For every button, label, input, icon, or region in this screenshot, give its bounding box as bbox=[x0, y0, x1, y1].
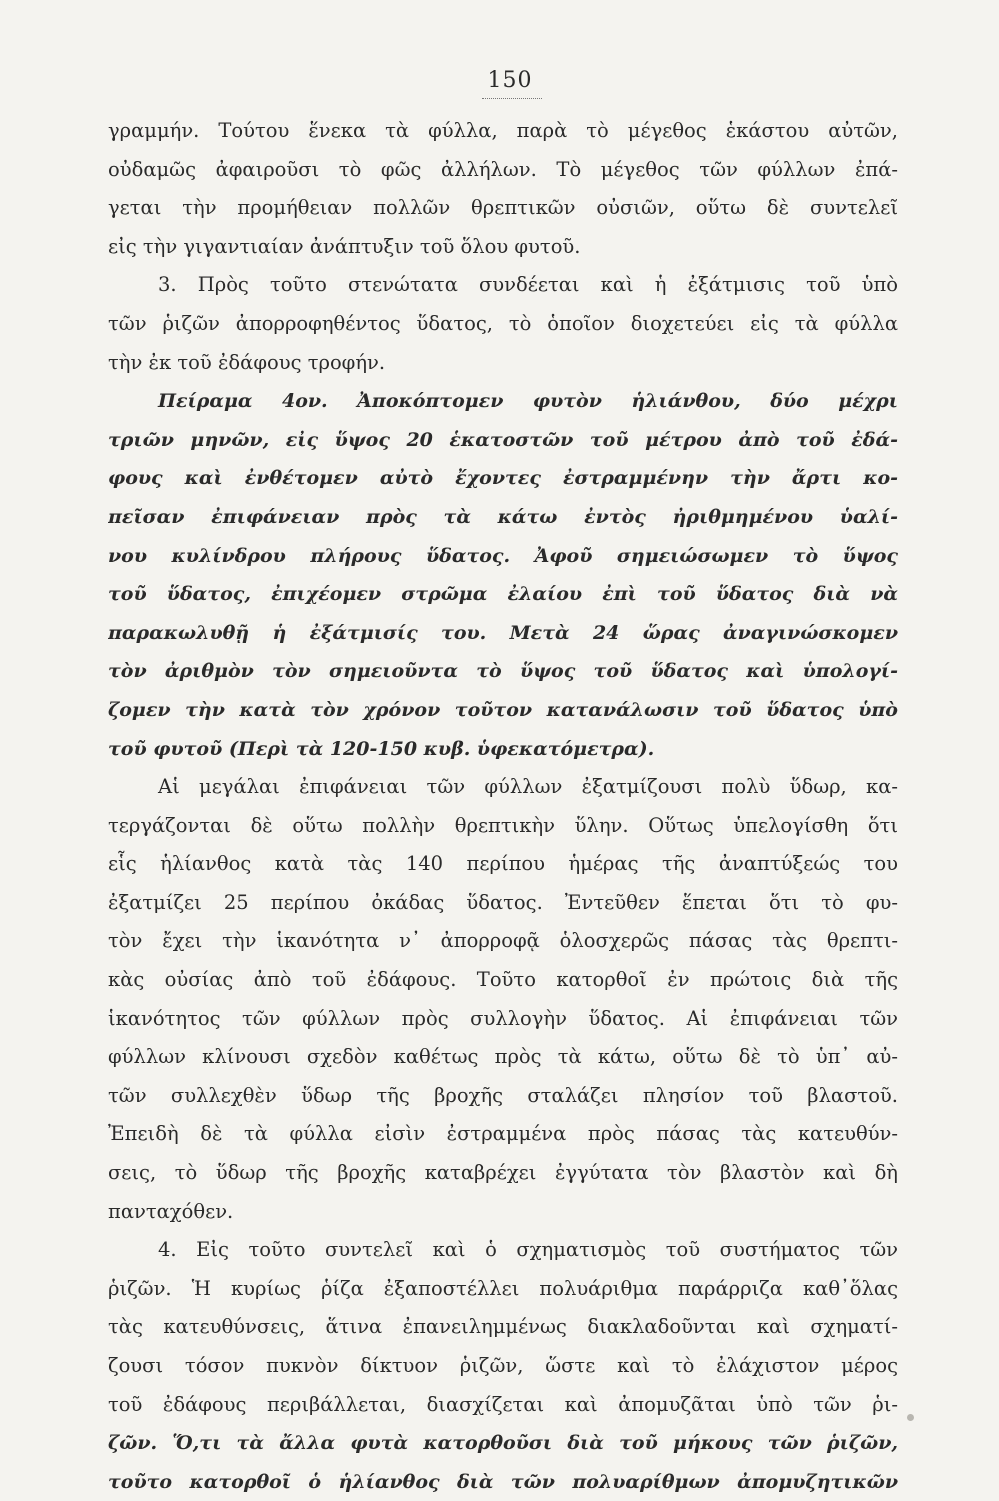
experiment-line: ζομεν τὴν κατὰ τὸν χρόνον τοῦτον κατανάλωσιν τοῦ ὕδατος ὑπὸ bbox=[108, 698, 898, 721]
experiment-line: τριῶν μηνῶν, εἰς ὕψος 20 ἑκατοστῶν τοῦ μέτρου ἀπὸ τοῦ ἐδά- bbox=[108, 428, 898, 451]
body-text bbox=[108, 112, 898, 1501]
text-line: ζουσι τόσον πυκνὸν δίκτυον ῥιζῶν, ὥστε καὶ τὸ ἐλάχιστον μέρος bbox=[108, 1354, 898, 1377]
text-line: οὐδαμῶς ἀφαιροῦσι τὸ φῶς ἀλλήλων. Τὸ μέγεθος τῶν φύλλων ἐπά- bbox=[108, 157, 898, 181]
experiment-line: τὸν ἀριθμὸν τὸν σημειοῦντα τὸ ὕψος τοῦ ὕδατος καὶ ὑπολογί- bbox=[108, 660, 898, 683]
experiment-line: πεῖσαν ἐπιφάνειαν πρὸς τὰ κάτω ἐντὸς ἠριθμημένου ὑαλί- bbox=[108, 505, 898, 528]
text-line: σεις, τὸ ὕδωρ τῆς βροχῆς καταβρέχει ἐγγύτατα τὸν βλαστὸν καὶ δὴ bbox=[108, 1161, 898, 1185]
ink-dot-mark bbox=[907, 1414, 914, 1421]
text-line: γεται τὴν προμήθειαν πολλῶν θρεπτικῶν οὐσιῶν, οὕτω δὲ συντελεῖ bbox=[108, 196, 898, 220]
text-line: ῥιζῶν. Ἡ κυρίως ῥίζα ἐξαποστέλλει πολυάριθμα παράρριζα καθ᾽ὅλας bbox=[108, 1276, 898, 1300]
text-line: τοῦ ἐδάφους περιβάλλεται, διασχίζεται καὶ ἀπομυζᾶται ὑπὸ τῶν ῥι- bbox=[108, 1392, 898, 1416]
text-line: πανταχόθεν. bbox=[108, 1199, 234, 1223]
experiment-line: τοῦ φυτοῦ (Περὶ τὰ 120-150 κυβ. ὑφεκατόμετρα). bbox=[108, 737, 655, 760]
text-line: Αἱ μεγάλαι ἐπιφάνειαι τῶν φύλλων ἐξατμίζουσι πολὺ ὕδωρ, κα- bbox=[158, 775, 898, 799]
text-line: 3. Πρὸς τοῦτο στενώτατα συνδέεται καὶ ἡ ἐξάτμισις τοῦ ὑπὸ bbox=[158, 273, 898, 297]
page-number: 150 bbox=[487, 68, 533, 93]
text-line: τὴν ἐκ τοῦ ἐδάφους τροφήν. bbox=[108, 350, 386, 374]
experiment-line: νου κυλίνδρου πλήρους ὕδατος. Ἀφοῦ σημειώσωμεν τὸ ὕψος bbox=[108, 544, 898, 567]
text-line: τῶν ῥιζῶν ἀπορροφηθέντος ὕδατος, τὸ ὁποῖον διοχετεύει εἰς τὰ φύλλα bbox=[108, 311, 898, 335]
text-line: τὸν ἔχει τὴν ἱκανότητα ν᾽ ἀπορροφᾷ ὁλοσχερῶς πάσας τὰς θρεπτι- bbox=[108, 929, 898, 953]
experiment-line: παρακωλυθῇ ἡ ἐξάτμισίς του. Μετὰ 24 ὥρας ἀναγινώσκομεν bbox=[108, 621, 898, 644]
text-line: τοῦτο κατορθοῖ ὁ ἡλίανθος διὰ τῶν πολυαρίθμων ἀπομυζητικῶν bbox=[108, 1470, 898, 1493]
text-line: εἰς τὴν γιγαντιαίαν ἀνάπτυξιν τοῦ ὅλου φυτοῦ. bbox=[108, 234, 581, 258]
experiment-line: τοῦ ὕδατος, ἐπιχέομεν στρῶμα ἐλαίου ἐπὶ τοῦ ὕδατος διὰ νὰ bbox=[108, 583, 898, 606]
experiment-line: φους καὶ ἐνθέτομεν αὐτὸ ἔχοντες ἐστραμμένην τὴν ἄρτι κο- bbox=[108, 467, 898, 490]
experiment-line: Πείραμα 4ον. Ἀποκόπτομεν φυτὸν ἡλιάνθου, δύο μέχρι bbox=[158, 390, 898, 413]
text-line: τῶν συλλεχθὲν ὕδωρ τῆς βροχῆς σταλάζει πλησίον τοῦ βλαστοῦ. bbox=[108, 1083, 898, 1107]
text-line: τεργάζονται δὲ οὕτω πολλὴν θρεπτικὴν ὕλην. Οὕτως ὑπελογίσθη ὅτι bbox=[108, 813, 898, 837]
text-line: Ἐπειδὴ δὲ τὰ φύλλα εἰσὶν ἐστραμμένα πρὸς πάσας τὰς κατευθύν- bbox=[108, 1122, 898, 1146]
text-line: εἷς ἡλίανθος κατὰ τὰς 140 περίπου ἡμέρας τῆς ἀναπτύξεώς του bbox=[108, 852, 898, 876]
text-line: ἱκανότητος τῶν φύλλων πρὸς συλλογὴν ὕδατος. Αἱ ἐπιφάνειαι τῶν bbox=[108, 1006, 898, 1030]
text-line: φύλλων κλίνουσι σχεδὸν καθέτως πρὸς τὰ κάτω, οὕτω δὲ τὸ ὑπ᾽ αὐ- bbox=[108, 1045, 898, 1069]
text-line: ἐξατμίζει 25 περίπου ὀκάδας ὕδατος. Ἐντεῦθεν ἕπεται ὅτι τὸ φυ- bbox=[108, 890, 898, 914]
text-line: ζῶν. Ὅ,τι τὰ ἄλλα φυτὰ κατορθοῦσι διὰ τοῦ μήκους τῶν ῥιζῶν, bbox=[108, 1432, 898, 1455]
page-number-underline bbox=[482, 98, 542, 99]
text-line: κὰς οὐσίας ἀπὸ τοῦ ἐδάφους. Τοῦτο κατορθοῖ ἐν πρώτοις διὰ τῆς bbox=[108, 968, 898, 992]
text-line: 4. Εἰς τοῦτο συντελεῖ καὶ ὁ σχηματισμὸς τοῦ συστήματος τῶν bbox=[158, 1238, 898, 1262]
text-line: γραμμήν. Τούτου ἕνεκα τὰ φύλλα, παρὰ τὸ μέγεθος ἑκάστου αὐτῶν, bbox=[108, 119, 898, 142]
text-line: τὰς κατευθύνσεις, ἅτινα ἐπανειλημμένως διακλαδοῦνται καὶ σχηματί- bbox=[108, 1315, 898, 1339]
